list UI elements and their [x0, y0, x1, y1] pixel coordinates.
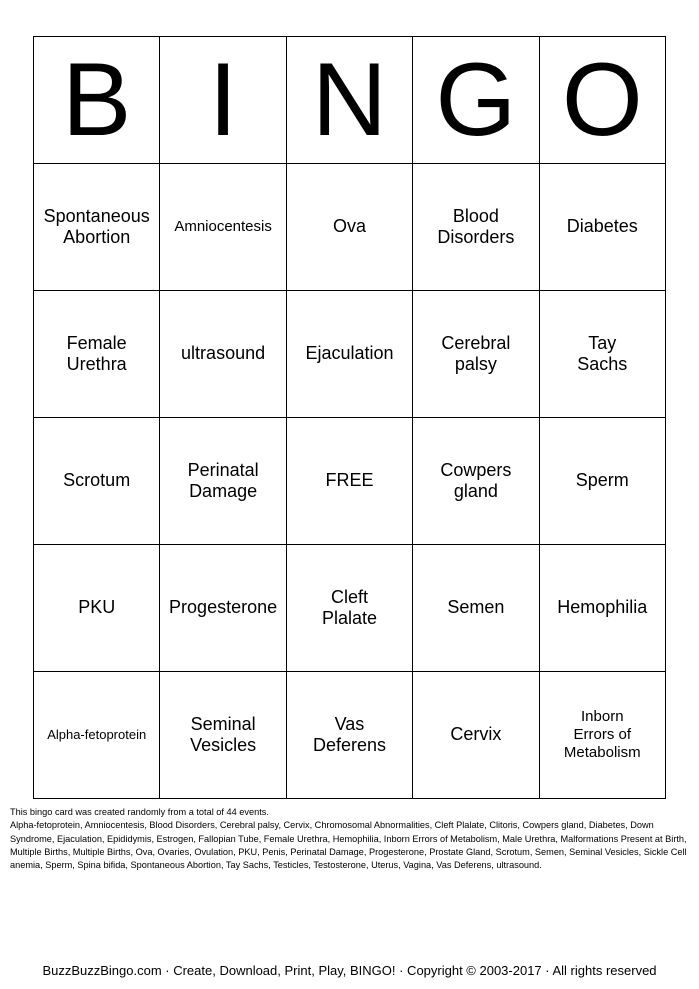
note-intro: This bingo card was created randomly from a total of 44 events.: [10, 807, 269, 817]
header-row: [34, 37, 666, 164]
card-cell: Perinatal Damage: [160, 418, 286, 545]
header-letter-n: N: [286, 37, 412, 164]
card-cell: Seminal Vesicles: [160, 672, 286, 799]
card-cell: Cowpers gland: [413, 418, 539, 545]
card-cell: Cerebral palsy: [413, 291, 539, 418]
card-cell: Hemophilia: [539, 545, 665, 672]
card-cell: Diabetes: [539, 164, 665, 291]
card-cell: Sperm: [539, 418, 665, 545]
header-letter-b: B: [34, 37, 160, 164]
bingo-card: [33, 36, 666, 799]
card-cell: ultrasound: [160, 291, 286, 418]
note-events: Alpha-fetoprotein, Amniocentesis, Blood Disorders, Cerebral palsy, Cervix, Chromosomal Abnormalities, Cleft Plalate, Clitoris, Cowpers gland, Diabetes, Down Syndrome, Ejaculation, Epididymis, Estrogen, Fallopian Tube, Female Urethra, Hemophilia, Inborn Errors of Metabolism, Male Urethra, Malformations Present at Birth, Multiple Births, Multiple Births, Ova, Ovaries, Ovulation, PKU, Penis, Perinatal Damage, Progesterone, Prostate Gland, Scrotum, Semen, Seminal Vesicles, Sickle Cell anemia, Sperm, Spina bifida, Spontaneous Abortion, Tay Sachs, Testicles, Testosterone, Uterus, Vagina, Vas Deferens, ultrasound.: [10, 820, 687, 871]
card-cell: Amniocentesis: [160, 164, 286, 291]
header-letter-o: O: [539, 37, 665, 164]
card-row: [34, 545, 666, 672]
card-row: [34, 164, 666, 291]
card-cell: Vas Deferens: [286, 672, 412, 799]
card-cell: Alpha-fetoprotein: [34, 672, 160, 799]
card-cell: Ova: [286, 164, 412, 291]
card-row: [34, 418, 666, 545]
card-cell: Ejaculation: [286, 291, 412, 418]
card-cell: PKU: [34, 545, 160, 672]
event-list-note: [10, 806, 690, 873]
header-letter-g: G: [413, 37, 539, 164]
header-letter-i: I: [160, 37, 286, 164]
card-cell: Inborn Errors of Metabolism: [539, 672, 665, 799]
free-space-cell: FREE: [286, 418, 412, 545]
card-cell: Semen: [413, 545, 539, 672]
card-cell: Cervix: [413, 672, 539, 799]
card-cell: Female Urethra: [34, 291, 160, 418]
card-row: [34, 291, 666, 418]
card-cell: Tay Sachs: [539, 291, 665, 418]
card-cell: Scrotum: [34, 418, 160, 545]
footer-copyright: BuzzBuzzBingo.com · Create, Download, Print, Play, BINGO! · Copyright © 2003-2017 · All rights reserved: [42, 963, 657, 978]
card-cell: Blood Disorders: [413, 164, 539, 291]
card-cell: Cleft Plalate: [286, 545, 412, 672]
card-row: [34, 672, 666, 799]
card-cell: Spontaneous Abortion: [34, 164, 160, 291]
card-cell: Progesterone: [160, 545, 286, 672]
